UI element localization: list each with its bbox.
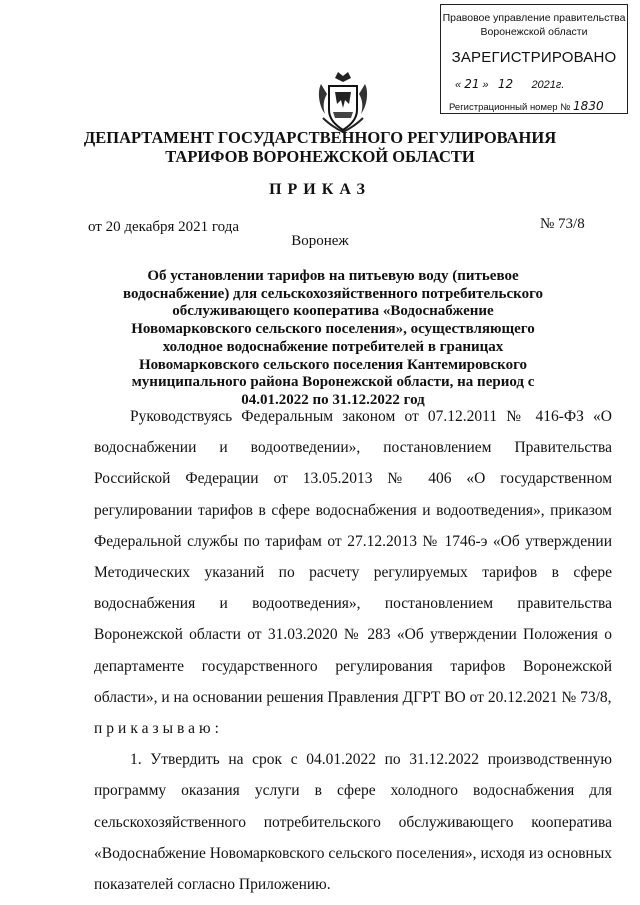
preamble-paragraph: Руководствуясь Федеральным законом от 07.12.2011 № 416-ФЗ «О водоснабжении и водоотведении», постановлением Правительства Российской Федерации от 13.05.2013 № 406 «О государственном регулировании тарифов в сфере водоснабжения и водоотведения», приказом Федеральной службы по тарифам от 27.12.2013 № 1746-э «Об утверждении Методических указаний по расчету регулируемых тарифов в сфере водоснабжения и водоотведения», постановлением правительства Воронежской области от 31.03.2020 № 283 «Об утверждении Положения о департаменте государственного регулирования тарифов Воронежской области», и на основании решения Правления ДГРТ ВО от 20.12.2021 № 73/8, — [94, 408, 612, 706]
stamp-registered-label: ЗАРЕГИСТРИРОВАНО — [451, 49, 617, 66]
stamp-authority-line1: Правовое управление правительства — [442, 12, 626, 24]
document-title: Об установлении тарифов на питьевую воду (питьевое водоснабжение) для сельскохозяйственного потребительского обслуживающего кооператива «Водоснабжение Новомарковского сельского поселения», осуществляющего холодное водоснабжение потребителей в границах Новомарковского сельского поселения Кантемировского муниципального района Воронежской области, на период с 04.01.2022 по 31.12.2022 год — [122, 268, 544, 408]
stamp-authority-line2: Воронежской области — [480, 26, 588, 38]
document-body — [94, 401, 612, 900]
stamp-reg-number — [449, 99, 604, 113]
stamp-date-month: 12 — [497, 77, 514, 91]
order-item-1: 1. Утвердить на срок с 04.01.2022 по 31.12.2022 производственную программу оказания услуги в сфере холодного водоснабжения для сельскохозяйственного потребительского обслуживающего кооператива «Водоснабжение Новомарковского сельского поселения», исходя из основных показателей согласно Приложению. — [94, 751, 612, 894]
stamp-reg-number-value: 1830 — [573, 99, 604, 113]
department-name: ДЕПАРТАМЕНТ ГОСУДАРСТВЕННОГО РЕГУЛИРОВАНИЯ ТАРИФОВ ВОРОНЕЖСКОЙ ОБЛАСТИ — [83, 128, 557, 166]
registration-stamp — [440, 4, 628, 114]
document-type: ПРИКАЗ — [269, 181, 371, 198]
coat-of-arms-icon — [315, 70, 371, 134]
stamp-reg-number-label: Регистрационный номер № — [449, 102, 571, 113]
city: Воронеж — [291, 233, 349, 249]
stamp-date-day: 21 — [464, 77, 480, 91]
stamp-date: « 21 » 12 2021г. — [455, 77, 565, 91]
order-number: № 73/8 — [540, 216, 585, 232]
order-word: приказываю: — [94, 720, 223, 738]
order-date: от 20 декабря 2021 года — [88, 219, 240, 235]
stamp-date-year: 2021 — [531, 79, 556, 91]
